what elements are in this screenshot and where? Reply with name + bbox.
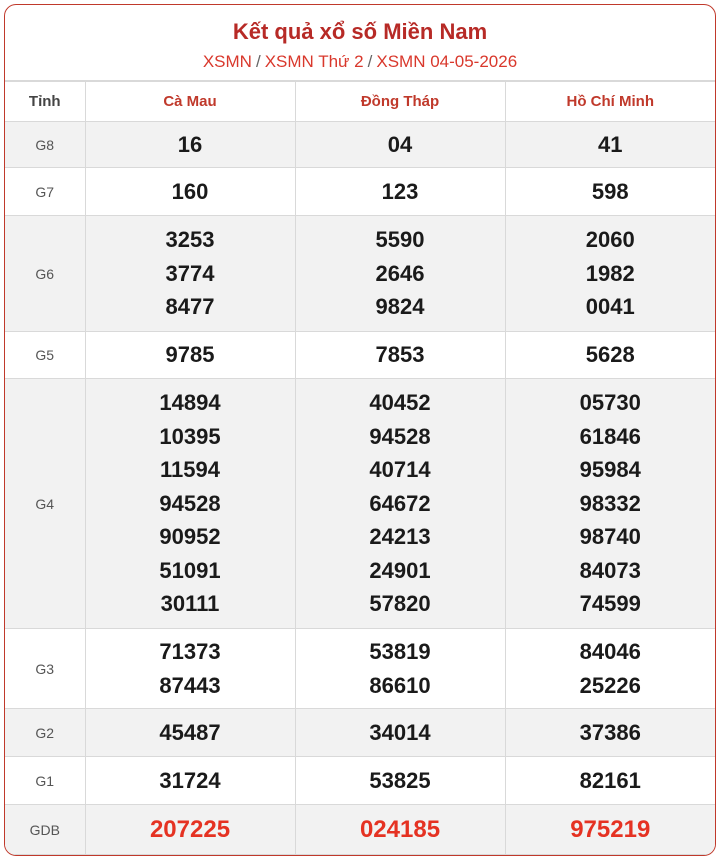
result-cell xyxy=(85,216,295,332)
prize-number: 57820 xyxy=(369,591,431,617)
prize-number: 98332 xyxy=(579,490,641,516)
prize-label: G1 xyxy=(5,757,85,805)
prize-number: 2060 xyxy=(585,227,635,253)
prize-row-g1 xyxy=(5,757,715,805)
breadcrumb-xsmn[interactable]: XSMN xyxy=(202,52,252,71)
prize-label: G6 xyxy=(5,216,85,332)
prize-number: 53819 xyxy=(369,639,431,664)
prize-row-g3 xyxy=(5,629,715,709)
result-cell xyxy=(85,168,295,216)
prize-number: 5590 xyxy=(375,227,425,253)
prize-number: 51091 xyxy=(159,557,221,583)
prize-number: 14894 xyxy=(159,390,221,416)
prize-number: 24901 xyxy=(369,557,431,583)
results-card xyxy=(4,4,716,856)
prize-number: 2646 xyxy=(375,260,425,286)
prize-number: 87443 xyxy=(159,672,221,698)
province-header-dong-thap: Đồng Tháp xyxy=(295,82,505,122)
prize-number: 31724 xyxy=(159,767,221,793)
prize-number: 7853 xyxy=(375,342,425,368)
prize-number: 123 xyxy=(381,178,419,204)
prize-number: 41 xyxy=(598,131,623,157)
prize-number: 40714 xyxy=(369,457,431,483)
result-cell xyxy=(505,379,715,629)
result-cell xyxy=(295,216,505,332)
prize-number: 05730 xyxy=(579,390,641,416)
prize-number: 598 xyxy=(591,178,629,204)
prize-number: 45487 xyxy=(159,719,221,745)
result-cell xyxy=(505,122,715,168)
prize-number: 90952 xyxy=(159,524,221,550)
result-cell xyxy=(85,757,295,805)
province-column-header: Tỉnh xyxy=(5,82,85,122)
prize-number: 94528 xyxy=(369,423,431,449)
prize-number: 11594 xyxy=(160,457,220,483)
breadcrumb-separator: / xyxy=(255,52,261,71)
result-cell xyxy=(295,805,505,855)
prize-number: 84046 xyxy=(579,639,641,664)
prize-row-g2 xyxy=(5,709,715,757)
prize-number: 04 xyxy=(387,131,413,157)
special-prize-number: 207225 xyxy=(149,815,231,843)
breadcrumb-xsmn-date[interactable]: XSMN 04-05-2026 xyxy=(376,52,518,71)
prize-number: 8477 xyxy=(165,294,215,320)
prize-number: 0041 xyxy=(585,294,635,320)
result-cell xyxy=(505,805,715,855)
prize-number: 9824 xyxy=(375,294,425,320)
prize-row-g7 xyxy=(5,168,715,216)
prize-label: G5 xyxy=(5,332,85,379)
prize-number: 71373 xyxy=(159,639,221,664)
results-header xyxy=(5,5,715,81)
prize-label: G7 xyxy=(5,168,85,216)
result-cell xyxy=(505,709,715,757)
prize-number: 5628 xyxy=(585,342,635,368)
result-cell xyxy=(85,379,295,629)
result-cell xyxy=(85,629,295,709)
prize-number: 64672 xyxy=(369,490,431,516)
province-header-ca-mau: Cà Mau xyxy=(85,82,295,122)
result-cell xyxy=(85,332,295,379)
result-cell xyxy=(505,168,715,216)
prize-row-g8 xyxy=(5,122,715,168)
prize-number: 53825 xyxy=(369,767,431,793)
results-table xyxy=(5,81,715,855)
prize-number: 74599 xyxy=(579,591,641,617)
prize-number: 30111 xyxy=(160,591,220,617)
prize-number: 10395 xyxy=(159,423,221,449)
result-cell xyxy=(85,709,295,757)
prize-number: 61846 xyxy=(579,423,641,449)
special-prize-number: 024185 xyxy=(359,815,441,843)
prize-number: 3774 xyxy=(165,260,215,286)
prize-row-g4 xyxy=(5,379,715,629)
prize-number: 25226 xyxy=(579,672,641,698)
prize-row-g6 xyxy=(5,216,715,332)
table-header-row xyxy=(5,82,715,122)
prize-label: G8 xyxy=(5,122,85,168)
prize-number: 98740 xyxy=(579,524,641,550)
prize-label: GDB xyxy=(5,805,85,855)
result-cell xyxy=(505,757,715,805)
result-cell xyxy=(295,332,505,379)
prize-number: 160 xyxy=(171,178,209,204)
prize-number: 86610 xyxy=(369,672,431,698)
prize-number: 3253 xyxy=(165,227,215,253)
result-cell xyxy=(85,122,295,168)
results-body xyxy=(5,122,715,855)
prize-number: 37386 xyxy=(579,719,641,745)
prize-label: G3 xyxy=(5,629,85,709)
prize-number: 16 xyxy=(177,131,203,157)
prize-number: 24213 xyxy=(369,524,431,550)
result-cell xyxy=(505,216,715,332)
prize-number: 84073 xyxy=(579,557,641,583)
breadcrumb xyxy=(5,51,715,73)
prize-label: G4 xyxy=(5,379,85,629)
breadcrumb-separator: / xyxy=(367,52,373,71)
province-header-ho-chi-minh: Hồ Chí Minh xyxy=(505,82,715,122)
result-cell xyxy=(295,122,505,168)
result-cell xyxy=(295,757,505,805)
prize-row-gdb xyxy=(5,805,715,855)
prize-number: 95984 xyxy=(579,457,641,483)
result-cell xyxy=(85,805,295,855)
prize-number: 40452 xyxy=(369,390,431,416)
special-prize-number: 975219 xyxy=(570,815,651,843)
prize-label: G2 xyxy=(5,709,85,757)
result-cell xyxy=(295,629,505,709)
prize-number: 1982 xyxy=(585,260,635,286)
page-title: Kết quả xổ số Miền Nam xyxy=(232,19,488,44)
prize-number: 94528 xyxy=(159,490,221,516)
prize-number: 82161 xyxy=(579,767,641,793)
prize-row-g5 xyxy=(5,332,715,379)
breadcrumb-xsmn-thu-2[interactable]: XSMN Thứ 2 xyxy=(264,52,364,71)
prize-number: 34014 xyxy=(369,719,431,745)
result-cell xyxy=(505,332,715,379)
result-cell xyxy=(295,709,505,757)
result-cell xyxy=(295,379,505,629)
result-cell xyxy=(295,168,505,216)
prize-number: 9785 xyxy=(165,342,215,368)
result-cell xyxy=(505,629,715,709)
